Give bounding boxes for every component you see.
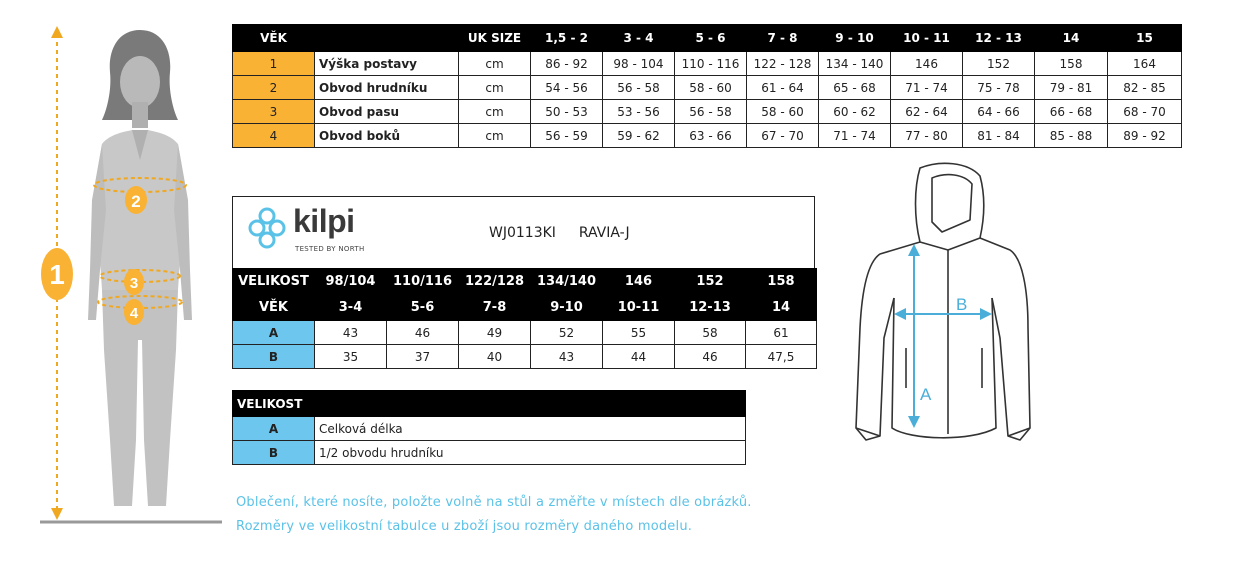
cell: 43	[315, 321, 387, 345]
cell: 61	[746, 321, 817, 345]
header-size: 14	[1035, 25, 1108, 52]
cell: 152	[963, 52, 1035, 76]
cell: 44	[603, 345, 675, 369]
figure-marker-4-label: 4	[129, 305, 139, 322]
cell: 81 - 84	[963, 124, 1035, 148]
cell: 85 - 88	[1035, 124, 1108, 148]
row-number: 2	[233, 76, 315, 100]
cell: 146	[891, 52, 963, 76]
model-row-a	[233, 321, 817, 345]
size-chart-row	[233, 52, 1182, 76]
cell: 58	[675, 321, 746, 345]
row-key: A	[233, 321, 315, 345]
cell: 46	[387, 321, 459, 345]
legend-text: 1/2 obvodu hrudníku	[315, 441, 746, 465]
cell: 158	[1035, 52, 1108, 76]
size-chart-row	[233, 100, 1182, 124]
cell: 164	[1108, 52, 1182, 76]
jacket-marker-a: A	[920, 385, 932, 404]
row-number: 4	[233, 124, 315, 148]
size-chart-header-row	[233, 25, 1182, 52]
cell: 68 - 70	[1108, 100, 1182, 124]
model-header	[232, 196, 815, 268]
legend-header: VELIKOST	[233, 391, 746, 417]
cell: 98 - 104	[603, 52, 675, 76]
cell: 46	[675, 345, 746, 369]
cell: 52	[531, 321, 603, 345]
age-label: 14	[746, 295, 817, 321]
age-label: 10-11	[603, 295, 675, 321]
model-size-table	[232, 268, 817, 369]
header-uk-size: UK SIZE	[459, 25, 531, 52]
age-label: 12-13	[675, 295, 746, 321]
legend-text: Celková délka	[315, 417, 746, 441]
header-size: 5 - 6	[675, 25, 747, 52]
cell: 56 - 58	[603, 76, 675, 100]
cell: 59 - 62	[603, 124, 675, 148]
row-label: Výška postavy	[315, 52, 459, 76]
cell: 65 - 68	[819, 76, 891, 100]
size-chart-row	[233, 76, 1182, 100]
size-label: 134/140	[531, 269, 603, 295]
size-label: 158	[746, 269, 817, 295]
header-size: 12 - 13	[963, 25, 1035, 52]
cell: 66 - 68	[1035, 100, 1108, 124]
header-size: 1,5 - 2	[531, 25, 603, 52]
header-vek: VĚK	[233, 25, 315, 52]
size-label: 98/104	[315, 269, 387, 295]
size-label: 146	[603, 269, 675, 295]
cell: 50 - 53	[531, 100, 603, 124]
cell: 71 - 74	[891, 76, 963, 100]
model-name: RAVIA-J	[578, 225, 630, 241]
cell: 61 - 64	[747, 76, 819, 100]
cell: 43	[531, 345, 603, 369]
size-chart-row	[233, 124, 1182, 148]
cell: 35	[315, 345, 387, 369]
row-number: 3	[233, 100, 315, 124]
row-unit: cm	[459, 76, 531, 100]
header-size: 9 - 10	[819, 25, 891, 52]
age-label: 7-8	[459, 295, 531, 321]
cell: 134 - 140	[819, 52, 891, 76]
legend-table	[232, 390, 746, 465]
velikost-label: VELIKOST	[233, 269, 315, 295]
cell: 77 - 80	[891, 124, 963, 148]
cell: 86 - 92	[531, 52, 603, 76]
legend-key: B	[233, 441, 315, 465]
cell: 75 - 78	[963, 76, 1035, 100]
legend-row	[233, 441, 746, 465]
legend-header-row	[233, 391, 746, 417]
figure-marker-1-label: 1	[49, 259, 65, 290]
cell: 64 - 66	[963, 100, 1035, 124]
legend-row	[233, 417, 746, 441]
cell: 58 - 60	[675, 76, 747, 100]
model-vek-row	[233, 295, 817, 321]
body-measurement-figure	[20, 20, 230, 530]
cell: 37	[387, 345, 459, 369]
row-unit: cm	[459, 100, 531, 124]
header-blank	[315, 25, 459, 52]
cell: 122 - 128	[747, 52, 819, 76]
cell: 49	[459, 321, 531, 345]
note-model-dimensions: Rozměry ve velikostní tabulce u zboží jsou rozměry daného modelu.	[236, 519, 693, 534]
header-size: 15	[1108, 25, 1182, 52]
size-label: 152	[675, 269, 746, 295]
cell: 47,5	[746, 345, 817, 369]
cell: 55	[603, 321, 675, 345]
cell: 82 - 85	[1108, 76, 1182, 100]
cell: 63 - 66	[675, 124, 747, 148]
jacket-illustration	[850, 158, 1035, 463]
cell: 58 - 60	[747, 100, 819, 124]
size-chart-table	[232, 24, 1182, 148]
legend-key: A	[233, 417, 315, 441]
age-label: 3-4	[315, 295, 387, 321]
jacket-marker-b: B	[956, 295, 968, 314]
cell: 53 - 56	[603, 100, 675, 124]
cell: 60 - 62	[819, 100, 891, 124]
cell: 62 - 64	[891, 100, 963, 124]
row-label: Obvod boků	[315, 124, 459, 148]
brand-tagline: TESTED BY NORTH	[295, 245, 365, 253]
kilpi-knot-icon	[247, 206, 287, 250]
vek-label: VĚK	[233, 295, 315, 321]
cell: 89 - 92	[1108, 124, 1182, 148]
cell: 79 - 81	[1035, 76, 1108, 100]
note-measure-instructions: Oblečení, které nosíte, položte volně na stůl a změřte v místech dle obrázků.	[236, 495, 752, 510]
row-unit: cm	[459, 52, 531, 76]
size-label: 110/116	[387, 269, 459, 295]
size-label: 122/128	[459, 269, 531, 295]
model-code: WJ0113KI	[489, 225, 556, 241]
model-velikost-row	[233, 269, 817, 295]
header-size: 7 - 8	[747, 25, 819, 52]
cell: 54 - 56	[531, 76, 603, 100]
cell: 67 - 70	[747, 124, 819, 148]
age-label: 9-10	[531, 295, 603, 321]
model-row-b	[233, 345, 817, 369]
cell: 71 - 74	[819, 124, 891, 148]
row-key: B	[233, 345, 315, 369]
cell: 56 - 59	[531, 124, 603, 148]
cell: 110 - 116	[675, 52, 747, 76]
cell: 56 - 58	[675, 100, 747, 124]
row-unit: cm	[459, 124, 531, 148]
figure-marker-2-label: 2	[131, 192, 141, 211]
figure-marker-3-label: 3	[129, 275, 139, 292]
age-label: 5-6	[387, 295, 459, 321]
row-label: Obvod pasu	[315, 100, 459, 124]
row-number: 1	[233, 52, 315, 76]
brand-logo: kilpi	[293, 203, 355, 239]
header-size: 3 - 4	[603, 25, 675, 52]
row-label: Obvod hrudníku	[315, 76, 459, 100]
header-size: 10 - 11	[891, 25, 963, 52]
cell: 40	[459, 345, 531, 369]
